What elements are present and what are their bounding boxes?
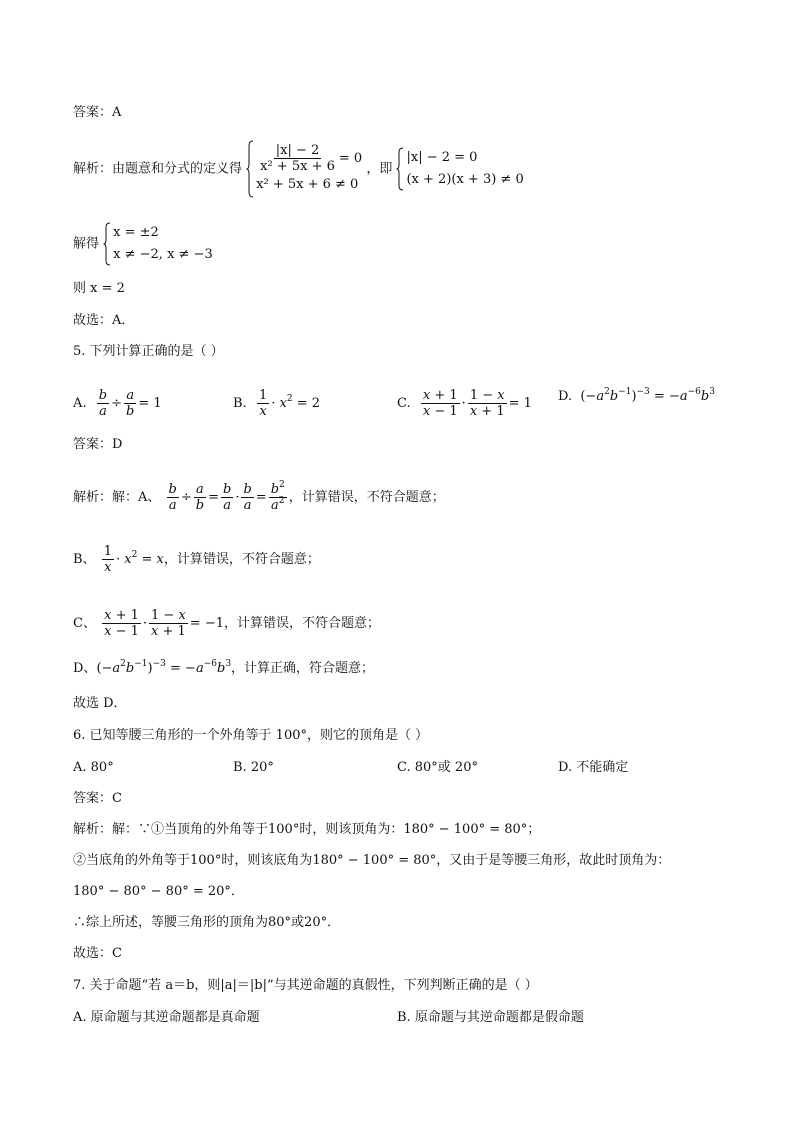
q6-question: 6. 已知等腰三角形的一个外角等于 100°，则它的顶角是（ ） (73, 728, 429, 743)
q5-question: 5. 下列计算正确的是（ ） (73, 344, 224, 359)
q7-question: 7. 关于命题“若 a＝b，则|a|＝|b|”与其逆命题的真假性，下列判断正确的是（ ） (73, 978, 538, 993)
q4-analysis-prefix: 解析：由题意和分式的定义得 (73, 161, 243, 177)
q4-sys1-row2: x² + 5x + 6 ≠ 0 (256, 176, 359, 192)
q4-system-2: |x| − 2 = 0 (x + 2)(x + 3) ≠ 0 (396, 147, 523, 191)
left-brace-icon (246, 140, 254, 198)
q4-mid-text: ，即 (366, 161, 393, 177)
q6-answer: 答案：C (73, 791, 122, 806)
q5-option-b: B. $\frac{1}{x}$ · $x^2 = 2$ (233, 388, 321, 419)
q4-choose: 故选：A． (73, 313, 135, 328)
q4-analysis-line (73, 140, 524, 198)
q6-choose: 故选：C (73, 946, 122, 961)
q4-solve-line: 解得 x = ±2 x ≠ −2, x ≠ −3 (73, 222, 213, 266)
q6-option-c: C. 80°或 20° (397, 760, 478, 775)
q5-answer: 答案：D (73, 437, 123, 452)
q4-then: 则 x = 2 (73, 281, 125, 296)
q5-choose: 故选 D． (73, 696, 127, 711)
q4-system-1: $\frac{|x| - 2}{\text{x² + 5x + 6}}$ = 0 x² + 5x + 6 ≠ 0 (246, 140, 362, 198)
q5-option-c: C. $\frac{x + 1}{x - 1}$ · $\frac{1 - x}{x + 1}$ = 1 (397, 388, 532, 419)
q5-option-a: A. $\frac{b}{a}$ ÷ $\frac{a}{b}$ = 1 (73, 388, 162, 419)
q6-analysis-1: 解析：解：∵①当顶角的外角等于100°时，则该顶角为：180° − 100° = 80°； (73, 822, 541, 837)
q5-analysis-b: B、 $\frac{1}{x}$ · $x^2 = x$，计算错误，不符合题意； (73, 544, 320, 575)
q6-analysis-3: 180° − 80° − 80° = 20°． (73, 884, 244, 899)
q6-analysis-4: ∴综上所述，等腰三角形的顶角为80°或20°． (73, 915, 341, 930)
left-brace-icon (396, 147, 404, 191)
q5-option-d: D. $(-a^2b^{-1})^{-3} = -a^{-6}b^3$ (558, 387, 715, 404)
left-brace-icon (103, 222, 111, 266)
q6-option-d: D. 不能确定 (558, 760, 629, 775)
q6-option-b: B. 20° (233, 760, 274, 775)
q6-option-a: A. 80° (73, 760, 114, 775)
q5-analysis-c: C、 $\frac{x + 1}{x - 1}$ · $\frac{1 - x}{x + 1}$ = −1，计算错误，不符合题意； (73, 608, 381, 639)
q6-analysis-2: ②当底角的外角等于100°时，则该底角为180° − 100° = 80°，又由于是等腰三角形，故此时顶角为： (73, 853, 671, 868)
q7-option-a: A. 原命题与其逆命题都是真命题 (73, 1010, 260, 1025)
q5-analysis-a: 解析：解：A、 $\frac{b}{a}$ ÷ $\frac{a}{b}$ = $\frac{b}{a}$ · $\frac{b}{a}$ = $\frac{b^2}{a^2}$ ，计算错误，不符合题意； (73, 480, 445, 513)
q4-answer: 答案：A (73, 105, 122, 120)
q4-system-3: x = ±2 x ≠ −2, x ≠ −3 (103, 222, 213, 266)
q5-analysis-d: D、$(-a^2b^{-1})^{-3} = -a^{-6}b^3$，计算正确，符合题意； (73, 659, 375, 676)
q7-option-b: B. 原命题与其逆命题都是假命题 (397, 1010, 584, 1025)
q4-sys1-fraction: $\frac{|x| - 2}{\text{x² + 5x + 6}}$ (260, 142, 335, 174)
